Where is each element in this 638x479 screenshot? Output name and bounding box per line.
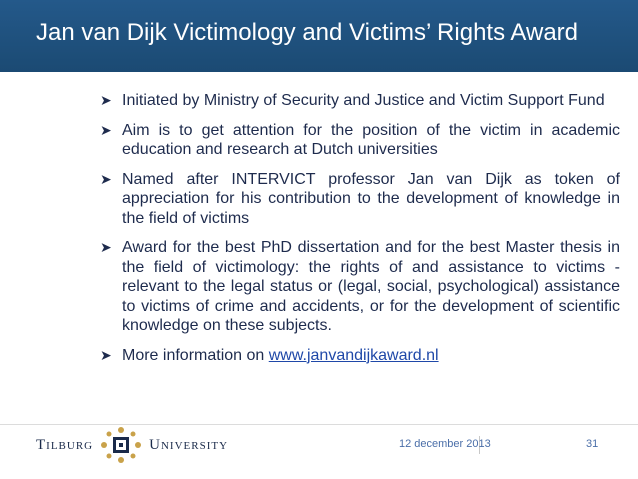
award-website-link[interactable]: www.janvandijkaward.nl (268, 346, 439, 364)
bullet-list (98, 91, 620, 375)
footer-date: 12 december 2013 (399, 438, 491, 450)
page-number: 31 (586, 438, 599, 450)
bullet-item (98, 121, 620, 160)
bullet-text: Aim is to get attention for the position of the victim in academic education and research at Dutch universities (122, 121, 620, 158)
tilburg-university-logo (36, 425, 228, 465)
arrow-bullet-icon: ➤ (100, 92, 112, 108)
bullet-item (98, 238, 620, 336)
logo-word-left (36, 437, 93, 454)
bullet-text: Award for the best PhD dissertation and for the best Master thesis in the field of victimology: the rights of and assistance to victims - relevant to the legal status or (legal, social, psychological) assistance to victims of crime and accidents, or for the development of scientific knowledge on these subjects. (122, 239, 620, 334)
slide-title: Jan van Dijk Victimology and Victims’ Rights Award (36, 19, 579, 46)
university-emblem-icon (99, 425, 143, 465)
arrow-bullet-icon: ➤ (100, 121, 112, 138)
bullet-text: More information on (122, 346, 269, 364)
bullet-text: Named after INTERVICT professor Jan van Dijk as token of appreciation for his contribution to the development of knowledge in the field of victims (122, 170, 620, 227)
arrow-bullet-icon: ➤ (100, 170, 112, 187)
bullet-item (98, 91, 620, 111)
bullet-item (98, 170, 620, 229)
logo-word-right (149, 437, 228, 454)
arrow-bullet-icon: ➤ (100, 346, 112, 363)
bullet-item (98, 346, 620, 366)
arrow-bullet-icon: ➤ (100, 239, 112, 255)
logo-word-right-text: UNIVERSITY (149, 436, 229, 453)
logo-word-left-text: TILBURG (36, 436, 94, 453)
title-bar (0, 0, 638, 72)
bullet-text: Initiated by Ministry of Security and Justice and Victim Support Fund (122, 92, 605, 109)
